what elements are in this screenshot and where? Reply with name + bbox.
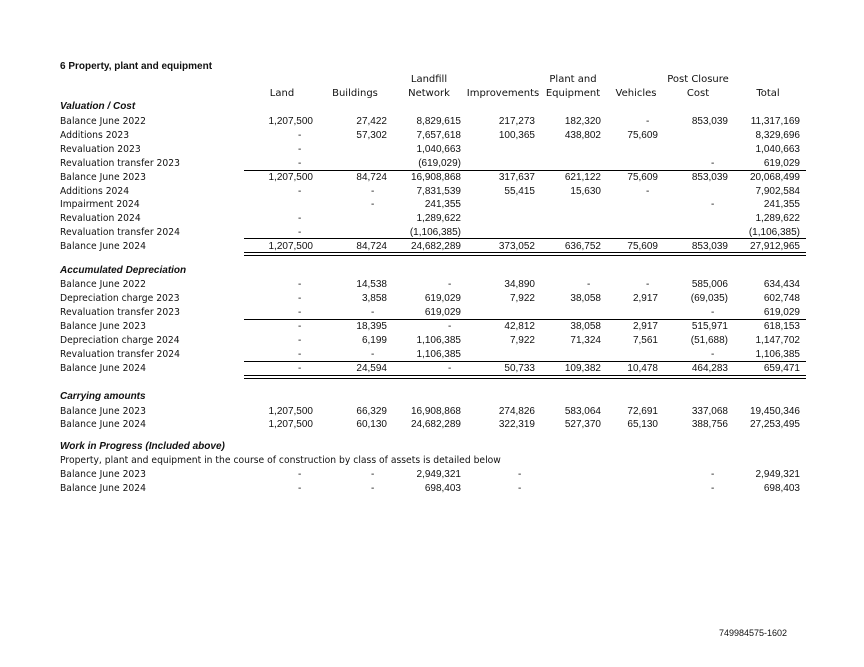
table-cell: (51,688)	[690, 335, 728, 346]
table-cell: (1,106,385)	[409, 227, 461, 238]
col-header-vehicles: Vehicles	[615, 88, 657, 99]
table-row	[0, 292, 864, 306]
page-title: 6 Property, plant and equipment	[60, 61, 213, 72]
table-cell: -	[298, 130, 302, 141]
col-header-land: Land	[269, 88, 295, 99]
table-cell: 7,922	[509, 335, 535, 346]
table-cell: -	[371, 469, 375, 480]
table-row	[0, 129, 864, 143]
table-cell: 3,858	[361, 293, 387, 304]
table-cell: 66,329	[356, 406, 387, 417]
table-cell: 634,434	[763, 279, 800, 290]
table-cell: 14,538	[356, 279, 387, 290]
table-cell: 60,130	[356, 419, 387, 430]
col-header-buildings: Buildings	[332, 88, 378, 99]
table-cell: -	[298, 158, 302, 169]
table-cell: -	[371, 483, 375, 494]
table-cell: -	[448, 363, 452, 374]
table-cell: -	[298, 483, 302, 494]
table-cell: 373,052	[498, 241, 535, 252]
table-cell: 619,029	[424, 307, 461, 318]
table-cell: -	[587, 279, 591, 290]
table-cell: 7,831,539	[416, 186, 461, 197]
table-cell: 182,320	[564, 116, 601, 127]
table-cell: 57,302	[356, 130, 387, 141]
table-cell: 388,756	[691, 419, 728, 430]
row-label: Balance June 2022	[60, 116, 146, 127]
table-cell: 1,147,702	[755, 335, 800, 346]
table-cell: 34,890	[504, 279, 535, 290]
table-cell: -	[646, 186, 650, 197]
table-cell: 583,064	[564, 406, 601, 417]
col-header-improvements: Improvements	[466, 88, 540, 99]
table-cell: 16,908,868	[410, 172, 461, 183]
table-cell: 1,040,663	[755, 144, 800, 155]
table-cell: 8,829,615	[416, 116, 461, 127]
table-cell: 6,199	[361, 335, 387, 346]
table-cell: 11,317,169	[750, 116, 800, 127]
table-cell: -	[448, 321, 452, 332]
row-label: Depreciation charge 2023	[60, 293, 180, 304]
section-valuation-cost: Valuation / Cost	[60, 101, 136, 112]
table-cell: -	[298, 349, 302, 360]
table-cell: -	[298, 469, 302, 480]
table-cell: -	[371, 199, 375, 210]
row-label: Balance June 2023	[60, 406, 146, 417]
row-label: Balance June 2024	[60, 419, 146, 430]
table-cell: 24,682,289	[410, 241, 461, 252]
table-cell: 1,207,500	[268, 406, 313, 417]
table-cell: 27,422	[356, 116, 387, 127]
table-cell: 15,630	[570, 186, 601, 197]
table-cell: 42,812	[504, 321, 535, 332]
table-cell: -	[711, 199, 715, 210]
table-cell: -	[298, 335, 302, 346]
table-cell: 527,370	[564, 419, 601, 430]
table-cell: -	[298, 213, 302, 224]
table-cell: 2,917	[632, 321, 658, 332]
table-cell: 659,471	[763, 363, 800, 374]
wip-note: Property, plant and equipment in the course of construction by class of assets is detailed below	[60, 455, 501, 466]
table-cell: 1,106,385	[755, 349, 800, 360]
table-cell: 1,207,500	[268, 419, 313, 430]
table-cell: 84,724	[356, 241, 387, 252]
table-cell: 618,153	[763, 321, 800, 332]
table-cell: -	[711, 469, 715, 480]
rule-depreciation-2024-top	[244, 361, 806, 362]
table-cell: -	[518, 469, 522, 480]
table-row	[0, 185, 864, 199]
table-cell: 24,682,289	[410, 419, 461, 430]
table-cell: 853,039	[691, 241, 728, 252]
table-cell: 274,826	[498, 406, 535, 417]
table-cell: 2,949,321	[755, 469, 800, 480]
table-cell: 7,657,618	[416, 130, 461, 141]
table-cell: -	[298, 363, 302, 374]
row-label: Balance June 2024	[60, 241, 146, 252]
table-cell: -	[371, 307, 375, 318]
table-cell: 1,040,663	[416, 144, 461, 155]
table-cell: 241,355	[763, 199, 800, 210]
table-cell: 55,415	[504, 186, 535, 197]
table-cell: -	[298, 279, 302, 290]
table-cell: 75,609	[627, 241, 658, 252]
table-cell: 337,068	[691, 406, 728, 417]
table-cell: 38,058	[570, 293, 601, 304]
table-cell: 75,609	[627, 130, 658, 141]
table-cell: -	[371, 349, 375, 360]
table-cell: 8,329,696	[755, 130, 800, 141]
table-cell: 10,478	[627, 363, 658, 374]
table-cell: 585,006	[691, 279, 728, 290]
table-cell: -	[298, 293, 302, 304]
col-header-post-closure-cost: Post Closure Cost	[667, 74, 729, 99]
table-cell: 84,724	[356, 172, 387, 183]
table-cell: 75,609	[627, 172, 658, 183]
table-cell: 2,949,321	[416, 469, 461, 480]
table-row	[0, 171, 864, 185]
table-row	[0, 320, 864, 334]
table-cell: 71,324	[570, 335, 601, 346]
table-row	[0, 198, 864, 212]
table-cell: 24,594	[356, 363, 387, 374]
col-header-landfill-network: Landfill Network	[408, 74, 450, 99]
table-cell: -	[448, 279, 452, 290]
table-cell: (69,035)	[690, 293, 728, 304]
table-cell: 853,039	[691, 172, 728, 183]
table-cell: 7,561	[632, 335, 658, 346]
table-cell: 65,130	[627, 419, 658, 430]
table-cell: 636,752	[564, 241, 601, 252]
table-row	[0, 482, 864, 496]
table-cell: 515,971	[691, 321, 728, 332]
table-cell: 2,917	[632, 293, 658, 304]
table-row	[0, 278, 864, 292]
table-row	[0, 157, 864, 171]
table-row	[0, 212, 864, 226]
table-row	[0, 468, 864, 482]
table-cell: 50,733	[504, 363, 535, 374]
col-header-total: Total	[756, 88, 780, 99]
row-label: Balance June 2024	[60, 363, 146, 374]
row-label: Balance June 2023	[60, 321, 146, 332]
table-cell: 853,039	[691, 116, 728, 127]
table-cell: -	[518, 483, 522, 494]
table-cell: -	[646, 116, 650, 127]
table-cell: 72,691	[627, 406, 658, 417]
table-cell: 109,382	[564, 363, 601, 374]
table-cell: 100,365	[498, 130, 535, 141]
table-row	[0, 143, 864, 157]
table-cell: 27,253,495	[749, 419, 800, 430]
row-label: Depreciation charge 2024	[60, 335, 180, 346]
table-cell: 698,403	[763, 483, 800, 494]
table-row	[0, 348, 864, 362]
table-cell: -	[298, 227, 302, 238]
row-label: Additions 2024	[60, 186, 130, 197]
section-accumulated-depreciation: Accumulated Depreciation	[60, 265, 187, 276]
table-cell: 7,902,584	[755, 186, 800, 197]
table-cell: -	[711, 483, 715, 494]
table-cell: 322,319	[498, 419, 535, 430]
table-row	[0, 334, 864, 348]
rule-valuation-2024-double	[244, 252, 806, 256]
table-cell: -	[298, 144, 302, 155]
rule-depreciation-2024-double	[244, 375, 806, 379]
table-cell: (1,106,385)	[748, 227, 800, 238]
table-cell: -	[371, 186, 375, 197]
table-cell: -	[298, 307, 302, 318]
table-cell: 1,289,622	[416, 213, 461, 224]
document-reference: 749984575-1602	[719, 628, 788, 638]
table-cell: -	[298, 186, 302, 197]
row-label: Revaluation transfer 2024	[60, 349, 180, 360]
row-label: Balance June 2023	[60, 469, 146, 480]
table-cell: 619,029	[763, 158, 800, 169]
table-cell: 698,403	[424, 483, 461, 494]
table-cell: 602,748	[763, 293, 800, 304]
rule-valuation-2024-top	[244, 238, 806, 239]
row-label: Balance June 2023	[60, 172, 146, 183]
table-row	[0, 405, 864, 419]
table-cell: 217,273	[498, 116, 535, 127]
table-cell: 241,355	[424, 199, 461, 210]
table-cell: -	[711, 349, 715, 360]
row-label: Revaluation transfer 2023	[60, 158, 180, 169]
table-row	[0, 362, 864, 376]
rule-depreciation-2023	[244, 319, 806, 320]
table-cell: 317,637	[498, 172, 535, 183]
table-cell: 1,207,500	[268, 241, 313, 252]
table-cell: 16,908,868	[410, 406, 461, 417]
table-cell: 1,289,622	[755, 213, 800, 224]
row-label: Impairment 2024	[60, 199, 140, 210]
rule-valuation-2023	[244, 170, 806, 171]
table-cell: 7,922	[509, 293, 535, 304]
table-cell: 1,106,385	[416, 335, 461, 346]
table-cell: 19,450,346	[749, 406, 800, 417]
row-label: Balance June 2022	[60, 279, 146, 290]
table-cell: 1,207,500	[268, 172, 313, 183]
table-cell: -	[298, 321, 302, 332]
row-label: Revaluation 2024	[60, 213, 141, 224]
table-row	[0, 306, 864, 320]
table-cell: 619,029	[763, 307, 800, 318]
table-row	[0, 418, 864, 432]
table-cell: 20,068,499	[749, 172, 800, 183]
col-header-plant-equipment: Plant and Equipment	[545, 74, 601, 99]
section-work-in-progress: Work in Progress (Included above)	[60, 441, 225, 452]
table-cell: 27,912,965	[749, 241, 800, 252]
table-cell: 38,058	[570, 321, 601, 332]
row-label: Revaluation 2023	[60, 144, 141, 155]
table-cell: -	[711, 158, 715, 169]
table-cell: -	[711, 307, 715, 318]
section-carrying-amounts: Carrying amounts	[60, 391, 146, 402]
table-cell: 621,122	[564, 172, 601, 183]
table-cell: 1,207,500	[268, 116, 313, 127]
table-cell: 619,029	[424, 293, 461, 304]
row-label: Revaluation transfer 2024	[60, 227, 180, 238]
row-label: Revaluation transfer 2023	[60, 307, 180, 318]
table-cell: 464,283	[691, 363, 728, 374]
table-cell: -	[646, 279, 650, 290]
table-cell: 1,106,385	[416, 349, 461, 360]
table-cell: (619,029)	[418, 158, 461, 169]
row-label: Additions 2023	[60, 130, 130, 141]
table-cell: 18,395	[356, 321, 387, 332]
table-row	[0, 115, 864, 129]
row-label: Balance June 2024	[60, 483, 146, 494]
table-cell: 438,802	[564, 130, 601, 141]
